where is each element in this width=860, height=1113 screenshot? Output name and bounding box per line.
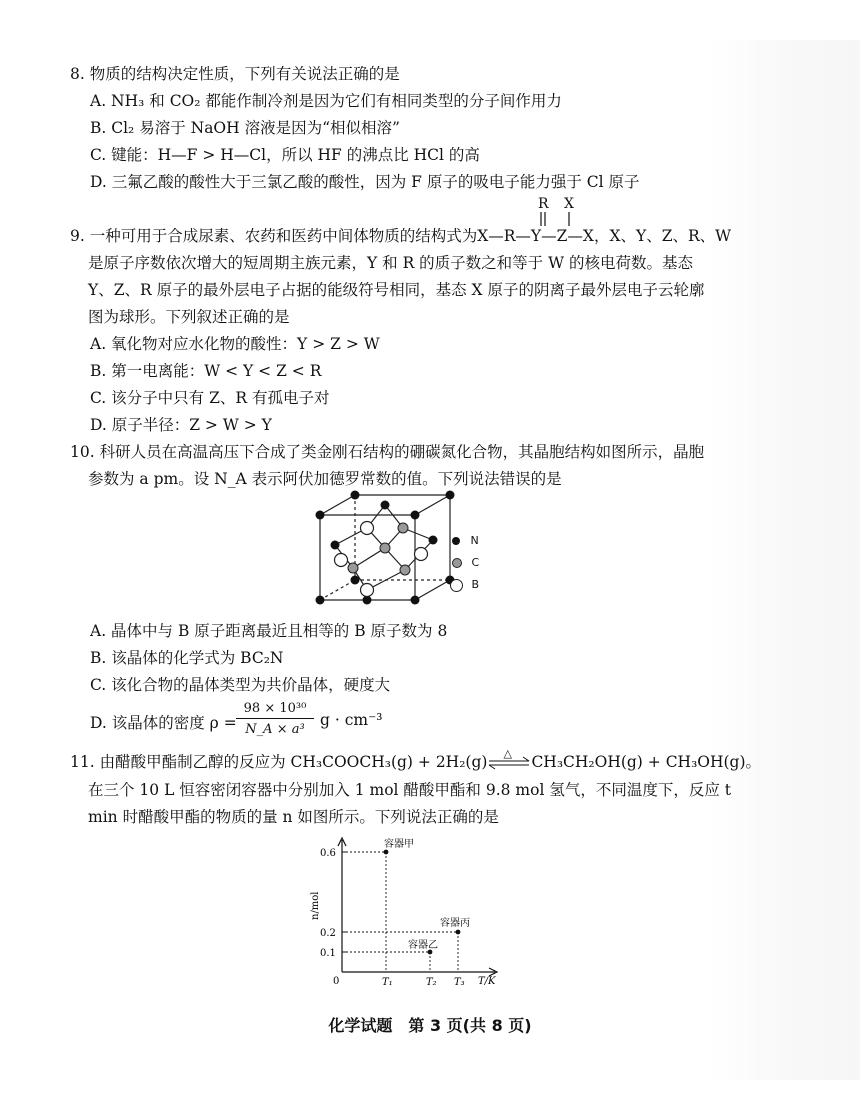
legend-b-dot — [450, 579, 463, 592]
q11-chart — [300, 832, 510, 992]
y-tick-label: 0.6 — [320, 848, 336, 859]
legend-b-label: B — [471, 578, 480, 591]
q10-line2: 参数为 a pm。设 N_A 表示阿伏加德罗常数的值。下列说法错误的是 — [88, 470, 562, 488]
q9-option-b: B. 第一电离能：W < Y < Z < R — [90, 362, 322, 380]
q11-line3: min 时醋酸甲酯的物质的量 n 如图所示。下列说法正确的是 — [88, 808, 499, 826]
legend-c-label: C — [471, 556, 480, 569]
q9-option-c: C. 该分子中只有 Z、R 有孤电子对 — [90, 389, 330, 407]
q10-d-denominator: N_A × a³ — [245, 722, 305, 737]
x-axis-label: T/K — [478, 976, 496, 987]
origin-label: 0 — [333, 976, 340, 987]
legend-c — [452, 556, 479, 569]
q9-struct-x: X — [564, 196, 574, 212]
legend-b — [450, 578, 479, 592]
y-tick-label: 0.1 — [320, 948, 336, 959]
q8-stem: 8. 物质的结构决定性质，下列有关说法正确的是 — [70, 65, 400, 83]
data-point — [456, 930, 461, 935]
q9-line4: 图为球形。下列叙述正确的是 — [88, 308, 290, 326]
q10-option-a: A. 晶体中与 B 原子距离最近且相等的 B 原子数为 8 — [90, 622, 448, 640]
q10-d-unit: g · cm⁻³ — [320, 711, 383, 729]
x-tick-label: T₁ — [382, 977, 393, 988]
point-label: 容器乙 — [408, 940, 438, 951]
heat-symbol: △ — [503, 747, 512, 760]
q11-line1 — [70, 747, 762, 772]
q8-option-c: C. 键能：H—F > H—Cl，所以 HF 的沸点比 HCl 的高 — [90, 146, 480, 164]
legend-n-dot — [452, 537, 460, 545]
q9-struct-r: R — [538, 196, 549, 212]
chart-axes — [338, 838, 497, 976]
q11-line1-prefix: 11. 由醋酸甲酯制乙醇的反应为 CH₃COOCH₃(g) + 2H₂(g) — [70, 753, 488, 771]
fraction-bar — [236, 718, 314, 719]
q9-line2: 是原子序数依次增大的短周期主族元素，Y 和 R 的质子数之和等于 W 的核电荷数。基态 — [88, 254, 693, 272]
q8-option-d: D. 三氟乙酸的酸性大于三氯乙酸的酸性，因为 F 原子的吸电子能力强于 Cl 原子 — [90, 173, 640, 191]
legend-n — [452, 534, 479, 547]
y-tick-label: 0.2 — [320, 928, 336, 939]
legend-n-label: N — [470, 534, 479, 547]
q10-line1: 10. 科研人员在高温高压下合成了类金刚石结构的硼碳氮化合物，其晶胞结构如图所示，晶胞 — [70, 443, 705, 461]
q11-line1-suffix: CH₃CH₂OH(g) + CH₃OH(g)。 — [531, 753, 762, 771]
legend-c-dot — [452, 558, 462, 568]
q9-option-a: A. 氧化物对应水化物的酸性：Y > Z > W — [90, 335, 380, 353]
scan-shade — [710, 40, 860, 1080]
crystal-cell-figure — [305, 490, 505, 610]
y-axis-label: n/mol — [310, 891, 321, 920]
q9-option-d: D. 原子半径：Z > W > Y — [90, 416, 272, 434]
q10-d-prefix: D. 该晶体的密度 ρ = — [90, 714, 237, 732]
point-label: 容器甲 — [384, 839, 414, 850]
q8-option-a: A. NH₃ 和 CO₂ 都能作制冷剂是因为它们有相同类型的分子间作用力 — [90, 92, 562, 110]
q10-d-fraction — [236, 700, 314, 738]
data-point — [384, 850, 389, 855]
q8-option-b: B. Cl₂ 易溶于 NaOH 溶液是因为“相似相溶” — [90, 119, 400, 137]
q10-d-numerator: 98 × 10³⁰ — [243, 701, 307, 716]
q11-line2: 在三个 10 L 恒容密闭容器中分别加入 1 mol 醋酸甲酯和 9.8 mol 氢气，不同温度下，反应 t — [88, 781, 732, 799]
point-label: 容器丙 — [440, 918, 470, 929]
q9-line3: Y、Z、R 原子的最外层电子占据的能级符号相同，基态 X 原子的阴离子最外层电子云轮廓 — [88, 281, 705, 299]
q10-option-b: B. 该晶体的化学式为 BC₂N — [90, 649, 284, 667]
equilibrium-arrows-icon — [487, 752, 531, 772]
q10-option-c: C. 该化合物的晶体类型为共价晶体，硬度大 — [90, 676, 391, 694]
reversible-arrow — [487, 747, 531, 772]
page-footer: 化学试题 第 3 页(共 8 页) — [328, 1016, 532, 1035]
q9-line1: 9. 一种可用于合成尿素、农药和医药中间体物质的结构式为X—R—Y—Z—X，X、Y、Z、R、W — [70, 227, 732, 245]
x-tick-label: T₃ — [454, 977, 465, 988]
x-tick-label: T₂ — [426, 977, 437, 988]
